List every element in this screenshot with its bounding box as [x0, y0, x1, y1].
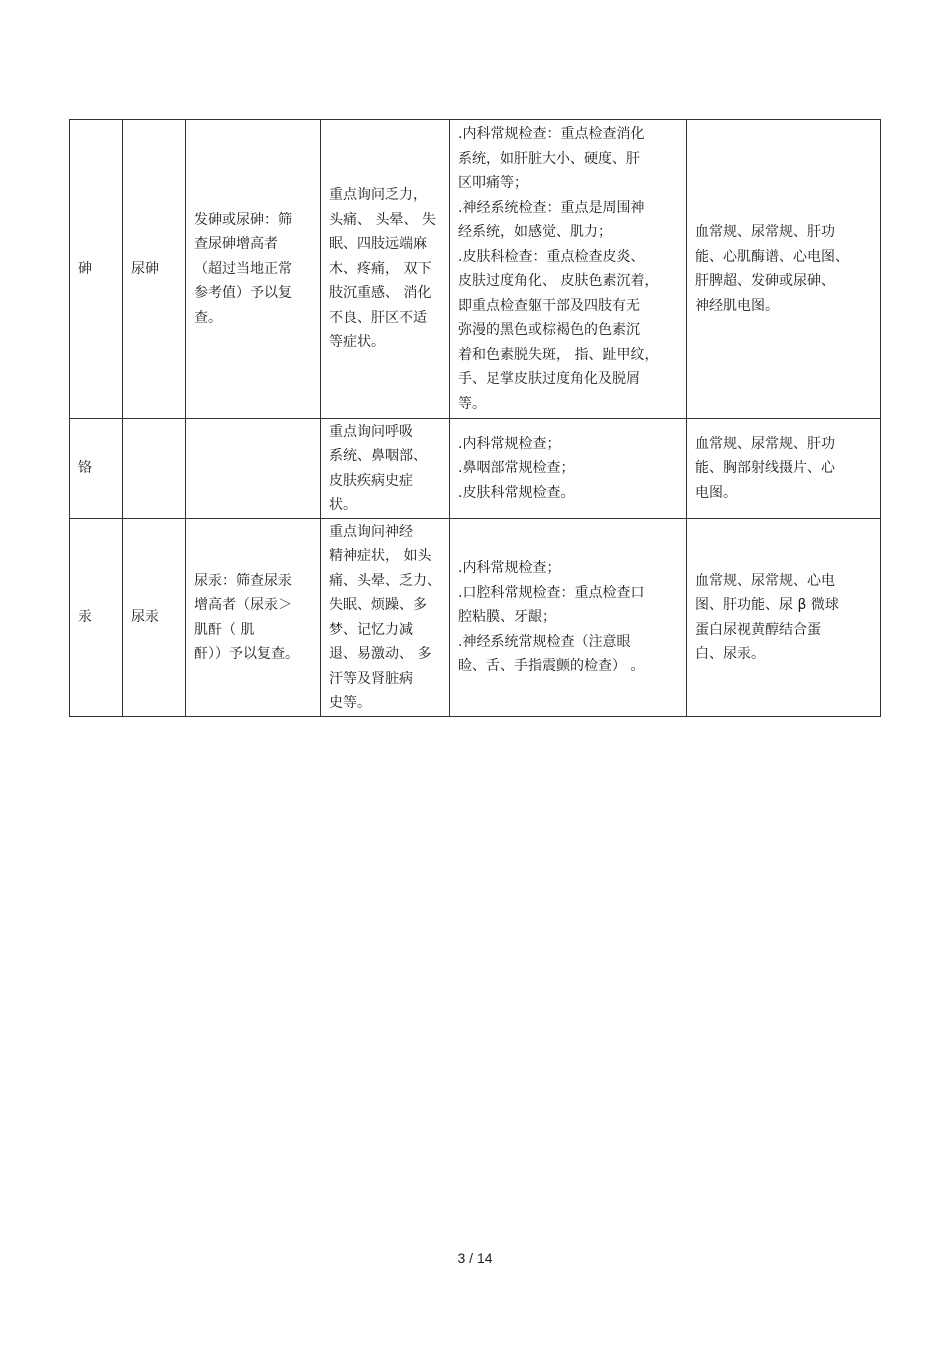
cell-line: 等。 — [458, 395, 486, 412]
cell-line: 皮肤疾病史症 — [329, 472, 413, 489]
cell-line: .口腔科常规检查：重点检查口 — [458, 584, 645, 601]
occupational-exam-table — [69, 119, 881, 717]
cell-line: 史等。 — [329, 695, 371, 711]
recheck-criteria-cell — [186, 419, 321, 519]
cell-text: 尿砷 — [131, 260, 159, 277]
cell-line: .神经系统常规检查（注意眼 — [458, 633, 631, 650]
cell-line: 皮肤过度角化、 皮肤色素沉着， — [458, 273, 659, 289]
cell-line: 发砷或尿砷：筛 — [194, 211, 292, 228]
cell-line: 电图。 — [695, 484, 737, 501]
cell-line: .鼻咽部常规检查； — [458, 460, 575, 477]
cell-line: 血常规、尿常规、肝功 — [695, 224, 835, 240]
cell-line: .内科常规检查：重点检查消化 — [458, 126, 645, 142]
cell-line: 系统、鼻咽部、 — [329, 448, 427, 464]
recheck-criteria-cell — [186, 120, 321, 419]
element-cell — [70, 419, 123, 519]
cell-line: 重点询问乏力， — [329, 187, 427, 204]
table-row — [70, 419, 881, 519]
inquiry-cell — [321, 120, 450, 419]
cell-line: 手、足掌皮肤过度角化及脱屑 — [458, 371, 640, 387]
biomarker-cell — [123, 120, 186, 419]
cell-line: 参考值）予以复 — [194, 285, 292, 302]
cell-line: 不良、肝区不适 — [329, 309, 427, 326]
cell-line: 睑、舌、手指震颤的检查） 。 — [458, 658, 645, 675]
cell-line: 痛、头晕、乏力、 — [329, 572, 441, 589]
cell-line: 梦、记忆力减 — [329, 621, 413, 638]
cell-line: 重点询问神经 — [329, 523, 413, 540]
recheck-criteria-cell — [186, 519, 321, 717]
cell-line: 弥漫的黑色或棕褐色的色素沉 — [458, 322, 640, 338]
cell-line: 查尿砷增高者 — [194, 236, 278, 253]
cell-line: 肌酐（ 肌 — [194, 621, 255, 638]
cell-line: 尿汞：筛查尿汞 — [194, 572, 292, 589]
cell-line: .内科常规检查； — [458, 435, 561, 452]
lab-tests-cell — [687, 519, 881, 717]
cell-line: 汗等及肾脏病 — [329, 670, 413, 687]
cell-line: 木、疼痛， 双下 — [329, 260, 432, 277]
page-number: 3 / 14 — [457, 1250, 493, 1266]
cell-line: .神经系统检查：重点是周围神 — [458, 199, 645, 216]
cell-line: 精神症状， 如头 — [329, 548, 432, 564]
cell-line: 区叩痛等； — [458, 175, 528, 191]
cell-line: .内科常规检查； — [458, 560, 561, 577]
cell-line: 神经肌电图。 — [695, 297, 779, 314]
cell-line: 图、肝功能、尿 β 微球 — [695, 597, 839, 613]
cell-line: 血常规、尿常规、肝功 — [695, 435, 835, 452]
cell-line: 即重点检查躯干部及四肢有无 — [458, 297, 640, 314]
cell-line: 系统，如肝脏大小、硬度、肝 — [458, 150, 640, 167]
cell-text: 铬 — [78, 460, 92, 477]
cell-line: 经系统，如感觉、肌力； — [458, 224, 612, 240]
cell-line: 状。 — [329, 497, 357, 513]
cell-line: 肝脾超、发砷或尿砷、 — [695, 273, 835, 289]
cell-line: 肢沉重感、 消化 — [329, 285, 432, 302]
cell-line: 失眠、烦躁、多 — [329, 597, 427, 613]
cell-line: 着和色素脱失斑， 指、趾甲纹， — [458, 346, 659, 363]
cell-line: 能、心肌酶谱、心电图、 — [695, 248, 849, 265]
cell-line: 眠、四肢远端麻 — [329, 236, 427, 253]
cell-line: 能、胸部射线摄片、心 — [695, 460, 835, 477]
biomarker-cell — [123, 519, 186, 717]
cell-text: 尿汞 — [131, 609, 159, 626]
cell-line: 血常规、尿常规、心电 — [695, 572, 835, 589]
physical-exam-cell — [450, 519, 687, 717]
inquiry-cell — [321, 519, 450, 717]
element-cell — [70, 519, 123, 717]
cell-line: 重点询问呼吸 — [329, 423, 413, 440]
element-cell — [70, 120, 123, 419]
cell-line: 退、易激动、 多 — [329, 646, 432, 662]
cell-text: 砷 — [78, 260, 92, 277]
cell-line: 查。 — [194, 309, 222, 326]
cell-line: .皮肤科常规检查。 — [458, 484, 575, 501]
cell-line: 等症状。 — [329, 334, 385, 351]
cell-line: 腔粘膜、牙龈； — [458, 609, 556, 626]
table-row — [70, 120, 881, 419]
physical-exam-cell — [450, 419, 687, 519]
cell-line: 增高者（尿汞＞ — [194, 597, 292, 613]
cell-line: 酐））予以复查。 — [194, 646, 299, 662]
table-body — [70, 120, 881, 717]
physical-exam-cell — [450, 120, 687, 419]
cell-line: .皮肤科检查：重点检查皮炎、 — [458, 248, 645, 265]
inquiry-cell — [321, 419, 450, 519]
table-row — [70, 519, 881, 717]
cell-line: （超过当地正常 — [194, 260, 292, 277]
lab-tests-cell — [687, 120, 881, 419]
cell-line: 蛋白尿视黄醇结合蛋 — [695, 621, 821, 638]
cell-line: 白、尿汞。 — [695, 646, 765, 662]
cell-text: 汞 — [78, 609, 92, 626]
cell-line: 头痛、 头晕、 失 — [329, 211, 436, 228]
biomarker-cell — [123, 419, 186, 519]
lab-tests-cell — [687, 419, 881, 519]
